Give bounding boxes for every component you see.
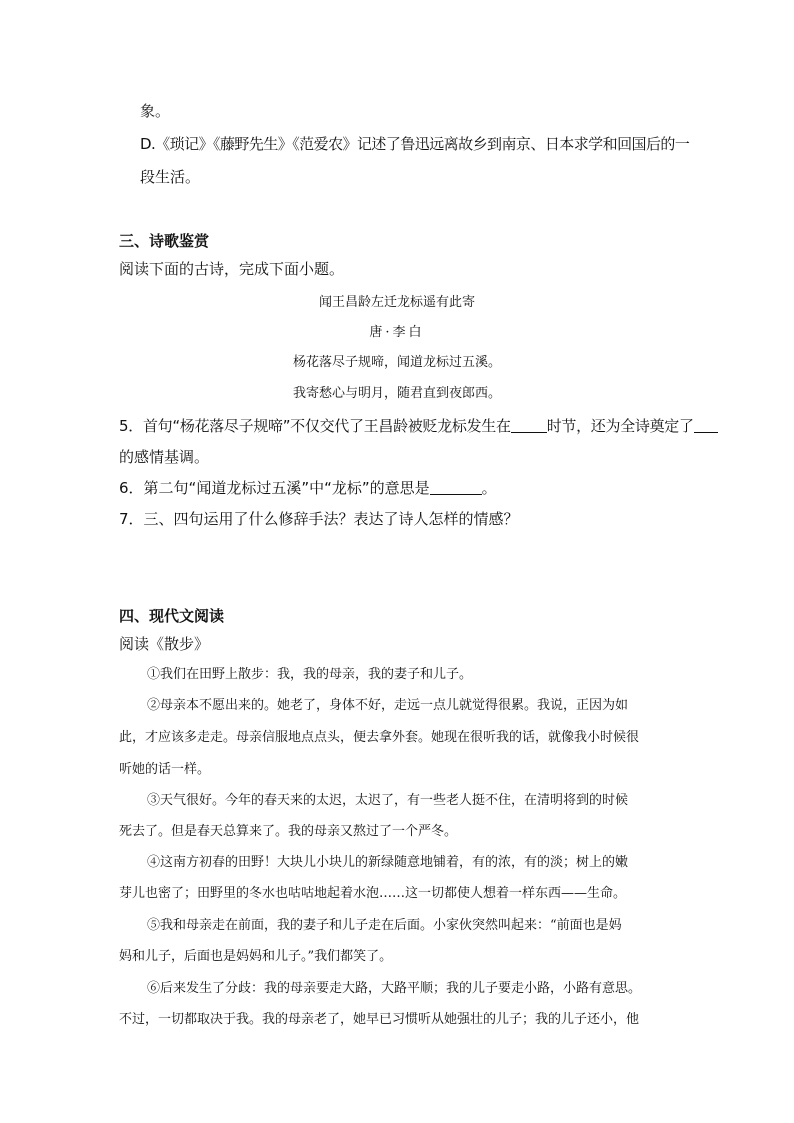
- question-5-text-a: 5．首句“杨花落尽子规啼”不仅交代了王昌龄被贬龙标发生在: [119, 417, 511, 435]
- question-6-blank[interactable]: [430, 480, 482, 495]
- option-c-tail: 象。: [140, 102, 171, 120]
- paragraph-6-line1: ⑥后来发生了分歧：我的母亲要走大路，大路平顺；我的儿子要走小路，小路有意思。: [147, 981, 642, 996]
- question-7: 7．三、四句运用了什么修辞手法？表达了诗人怎样的情感？: [119, 510, 519, 528]
- poem-line-2: 我寄愁心与明月，随君直到夜郎西。: [292, 386, 501, 401]
- option-d-line2: 段生活。: [140, 168, 201, 186]
- question-6-end: 。: [481, 479, 497, 497]
- option-d-line1: D.《琐记》《藤野先生》《范爱农》记述了鲁迅远离故乡到南京、日本求学和回国后的一: [140, 135, 690, 153]
- poem-author: 唐·李白: [369, 325, 425, 340]
- question-5-blank-1[interactable]: [511, 418, 547, 433]
- poetry-instruction: 阅读下面的古诗，完成下面小题。: [119, 260, 345, 278]
- paragraph-3-line1: ③天气很好。今年的春天来的太迟，太迟了，有一些老人挺不住，在清明将到的时候: [147, 793, 629, 808]
- paragraph-2-line1: ②母亲本不愿出来的。她老了，身体不好，走远一点儿就觉得很累。我说，正因为如: [147, 698, 629, 713]
- modern-section-heading: 四、现代文阅读: [119, 607, 225, 625]
- poetry-section-heading: 三、诗歌鉴赏: [119, 232, 210, 250]
- poem-title: 闻王昌龄左迁龙标遥有此寄: [318, 295, 475, 310]
- paragraph-2-line2: 此，才应该多走走。母亲信服地点点头，便去拿外套。她现在很听我的话，就像我小时候很: [119, 730, 640, 745]
- question-5-line1: [119, 416, 718, 436]
- question-5-text-b: 时节，还为全诗奠定了: [546, 417, 694, 435]
- paragraph-4-line1: ④这南方初春的田野！大块儿小块儿的新绿随意地铺着，有的浓，有的淡；树上的嫩: [147, 855, 629, 870]
- question-5-blank-2[interactable]: [694, 418, 718, 433]
- question-6-text: 6．第二句“闻道龙标过五溪”中“龙标”的意思是: [119, 479, 430, 497]
- paragraph-3-line2: 死去了。但是春天总算来了。我的母亲又熬过了一个严冬。: [119, 824, 458, 839]
- paragraph-5-line1: ⑤我和母亲走在前面，我的妻子和儿子走在后面。小家伙突然叫起来：“前面也是妈: [147, 918, 622, 933]
- modern-instruction: 阅读《散步》: [119, 635, 210, 653]
- paragraph-1: ①我们在田野上散步：我，我的母亲，我的妻子和儿子。: [147, 667, 473, 682]
- question-6: [119, 478, 497, 498]
- paragraph-2-line3: 听她的话一样。: [119, 762, 211, 777]
- paragraph-5-line2: 妈和儿子，后面也是妈妈和儿子。”我们都笑了。: [119, 949, 393, 964]
- question-5-line2: 的感情基调。: [119, 448, 210, 466]
- poem-line-1: 杨花落尽子规啼，闻道龙标过五溪。: [292, 355, 501, 370]
- paragraph-4-line2: 芽儿也密了；田野里的冬水也咕咕地起着水泡……这一切都使人想着一样东西——生命。: [119, 886, 627, 901]
- paragraph-6-line2: 不过，一切都取决于我。我的母亲老了，她早已习惯听从她强壮的儿子；我的儿子还小，他: [119, 1012, 640, 1027]
